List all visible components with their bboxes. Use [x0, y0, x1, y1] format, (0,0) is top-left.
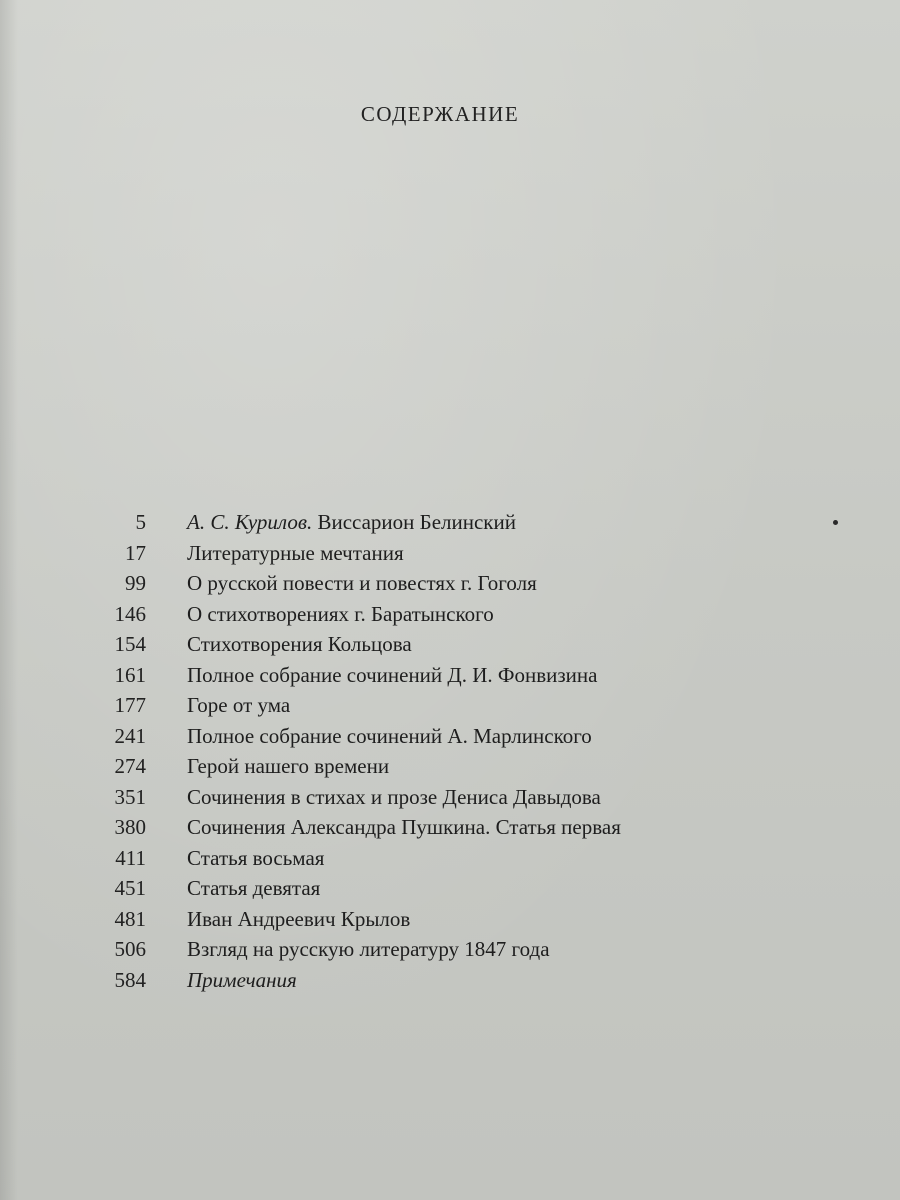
- toc-title-text: Стихотворения Кольцова: [187, 632, 412, 656]
- toc-page-number: 177: [114, 693, 146, 717]
- toc-entry: [0, 751, 900, 782]
- toc-page-number: 274: [114, 754, 146, 778]
- toc-title-text: Статья восьмая: [187, 845, 325, 870]
- toc-page-number: 99: [125, 571, 146, 595]
- toc-title: [187, 660, 597, 691]
- toc-title-text: О русской повести и повестях г. Гоголя: [187, 571, 537, 595]
- toc-entry: [0, 538, 900, 569]
- toc-page-number: 241: [114, 723, 146, 748]
- toc-title: [187, 629, 412, 660]
- toc-title-text: Полное собрание сочинений Д. И. Фонвизина: [187, 662, 598, 687]
- toc-entry: [0, 599, 900, 630]
- toc-title: [187, 843, 324, 874]
- toc-entry: [0, 507, 900, 538]
- toc-page-number: 161: [114, 662, 146, 687]
- toc-title-text: Полное собрание сочинений А. Марлинского: [187, 723, 592, 748]
- toc-page-number: 154: [114, 632, 146, 656]
- toc-title: [187, 721, 592, 752]
- toc-title: [187, 568, 537, 599]
- paper-speck: [833, 520, 838, 525]
- toc-title-text: Взгляд на русскую литературу 1847 года: [187, 937, 550, 961]
- toc-title: [187, 934, 550, 965]
- toc-page-number: 451: [114, 876, 146, 900]
- toc-page-number: 506: [114, 937, 146, 961]
- toc-title-text: Примечания: [187, 967, 297, 992]
- toc-title-text: Литературные мечтания: [187, 540, 404, 565]
- toc-title-text: Виссарион Белинский: [312, 510, 516, 534]
- toc-page-number: 481: [114, 906, 146, 931]
- toc-entry: [0, 629, 900, 660]
- toc-page-number: 380: [114, 815, 146, 839]
- toc-page-number: 17: [125, 540, 146, 565]
- toc-title: [187, 538, 404, 569]
- toc-entry: [0, 782, 900, 813]
- toc-page-number: 411: [115, 845, 146, 870]
- toc-page-number: 584: [114, 967, 146, 992]
- table-of-contents: [0, 507, 900, 995]
- toc-entry: [0, 873, 900, 904]
- toc-title: [187, 873, 320, 904]
- toc-title-text: Сочинения Александра Пушкина. Статья первая: [187, 815, 621, 839]
- toc-page-number: 5: [135, 510, 146, 534]
- toc-title: [187, 904, 410, 935]
- toc-title: [187, 812, 621, 843]
- toc-entry: [0, 904, 900, 935]
- toc-entry: [0, 812, 900, 843]
- toc-entry: [0, 843, 900, 874]
- toc-author: А. С. Курилов.: [187, 510, 313, 534]
- toc-title: [187, 507, 516, 538]
- toc-title: [187, 965, 297, 996]
- toc-page-number: 351: [114, 784, 146, 809]
- toc-title-text: Герой нашего времени: [187, 754, 390, 778]
- toc-page-number: 146: [114, 601, 146, 626]
- toc-title-text: Сочинения в стихах и прозе Дениса Давыдова: [187, 784, 601, 809]
- toc-entry: [0, 934, 900, 965]
- toc-title-text: Статья девятая: [187, 876, 321, 900]
- toc-title: [187, 751, 389, 782]
- toc-entry: [0, 721, 900, 752]
- toc-title-text: Иван Андреевич Крылов: [187, 906, 411, 931]
- toc-title: [187, 782, 601, 813]
- page-title: СОДЕРЖАНИЕ: [360, 102, 520, 126]
- toc-title: [187, 690, 290, 721]
- toc-title-text: О стихотворениях г. Баратынского: [187, 601, 494, 626]
- toc-entry: [0, 690, 900, 721]
- toc-title-text: Горе от ума: [187, 693, 291, 717]
- toc-entry: [0, 660, 900, 691]
- toc-entry: [0, 568, 900, 599]
- toc-title: [187, 599, 494, 630]
- toc-entry: [0, 965, 900, 996]
